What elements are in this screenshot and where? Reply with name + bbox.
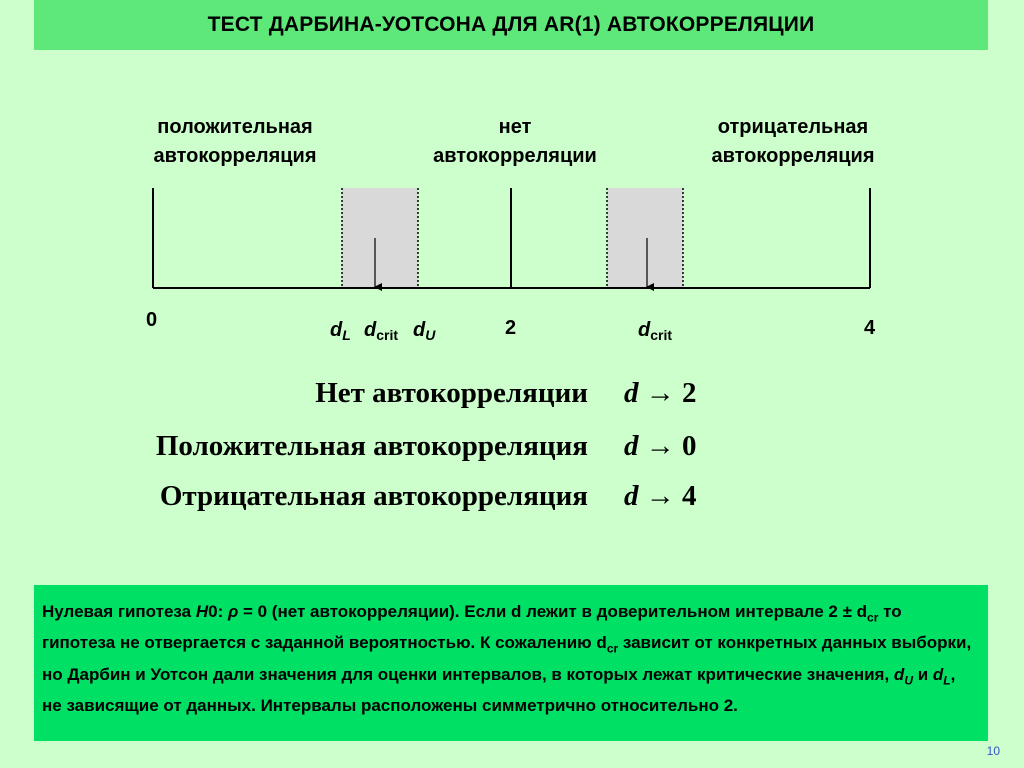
tick-dcrit-left-sub: crit: [376, 327, 399, 343]
note-h: H: [195, 602, 209, 621]
formula-negative-arrow: →: [645, 480, 675, 512]
tick-dl-label: [330, 319, 351, 343]
hypothesis-note-box: [34, 585, 988, 741]
hypothesis-note-text: [42, 599, 976, 719]
formula-negative-label: Отрицательная автокорреляция: [159, 480, 588, 512]
note-cr-1: cr: [867, 610, 879, 625]
note-part-6: и: [912, 664, 933, 684]
tick-du-sub: U: [425, 327, 436, 343]
note-part-1: Нулевая гипотеза: [42, 602, 196, 621]
note-part-4: то гипотеза не отвергается с заданной вероятностью. К сожалению d: [42, 602, 902, 653]
formula-positive-math: [624, 430, 697, 463]
note-du-base: d: [893, 664, 905, 684]
tick-two-label: 2: [505, 317, 517, 339]
region-positive-line2: автокорреляция: [153, 145, 317, 167]
note-part-7: , не зависящие от данных. Интервалы расположены симметрично относительно 2.: [42, 664, 956, 716]
region-none-line2: автокорреляции: [433, 145, 597, 167]
tick-dcrit-left-base: d: [364, 319, 377, 341]
formula-negative-value: 4: [682, 480, 697, 512]
region-positive-line1: положительная: [157, 116, 313, 138]
formula-row-positive: [0, 430, 1024, 470]
formula-negative-var: d: [624, 480, 639, 512]
note-part-2: :: [217, 602, 228, 621]
note-du-sub: U: [904, 673, 913, 688]
tick-du-base: d: [413, 319, 426, 341]
formula-none-label: Нет автокорреляции: [315, 377, 588, 409]
formula-negative-math: [624, 480, 697, 513]
formula-positive-value: 0: [682, 430, 697, 462]
note-part-5: зависит от конкретных данных выборки, но Дарбин и Уотсон дали значения для оценки интервалов, в которых лежат критические значения,: [42, 633, 972, 684]
note-part-3: = 0 (нет автокорреляции). Если d лежит в доверительном интервале 2 ± d: [238, 602, 868, 621]
tick-dcrit-left-label: [364, 319, 398, 343]
region-negative-line1: отрицательная: [717, 116, 869, 138]
inconclusive-band-right: [607, 188, 683, 288]
formula-none-var: d: [624, 377, 639, 409]
slide-title: ТЕСТ ДАРБИНА-УОТСОНА ДЛЯ AR(1) АВТОКОРРЕЛЯЦИИ: [207, 13, 815, 36]
tick-zero-label: 0: [146, 309, 158, 331]
tick-du-label: [413, 319, 435, 343]
note-h-sub: 0: [208, 602, 218, 621]
formula-positive-var: d: [624, 430, 639, 462]
formula-none-arrow: →: [645, 377, 675, 409]
formula-none-math: [624, 377, 697, 410]
formula-none-value: 2: [682, 377, 697, 409]
formula-row-negative: [0, 480, 1024, 520]
page-number: 10: [986, 744, 1000, 758]
region-negative-line2: автокорреляция: [711, 145, 875, 167]
region-none-line1: нет: [498, 116, 532, 138]
formula-positive-label: Положительная автокорреляция: [155, 430, 588, 462]
note-rho: ρ: [227, 602, 239, 621]
tick-dl-sub: L: [342, 327, 351, 343]
tick-dcrit-right-base: d: [638, 319, 651, 341]
tick-dcrit-right-sub: crit: [650, 327, 673, 343]
formula-row-none: [0, 377, 1024, 417]
tick-four-label: 4: [864, 317, 876, 339]
note-dl-base: d: [932, 664, 944, 684]
inconclusive-band-left: [342, 188, 418, 288]
tick-dl-base: d: [330, 319, 343, 341]
tick-dcrit-right-label: [638, 319, 672, 343]
note-dl-sub: L: [943, 673, 951, 688]
note-cr-2: cr: [606, 641, 619, 656]
formula-positive-arrow: →: [645, 430, 675, 462]
